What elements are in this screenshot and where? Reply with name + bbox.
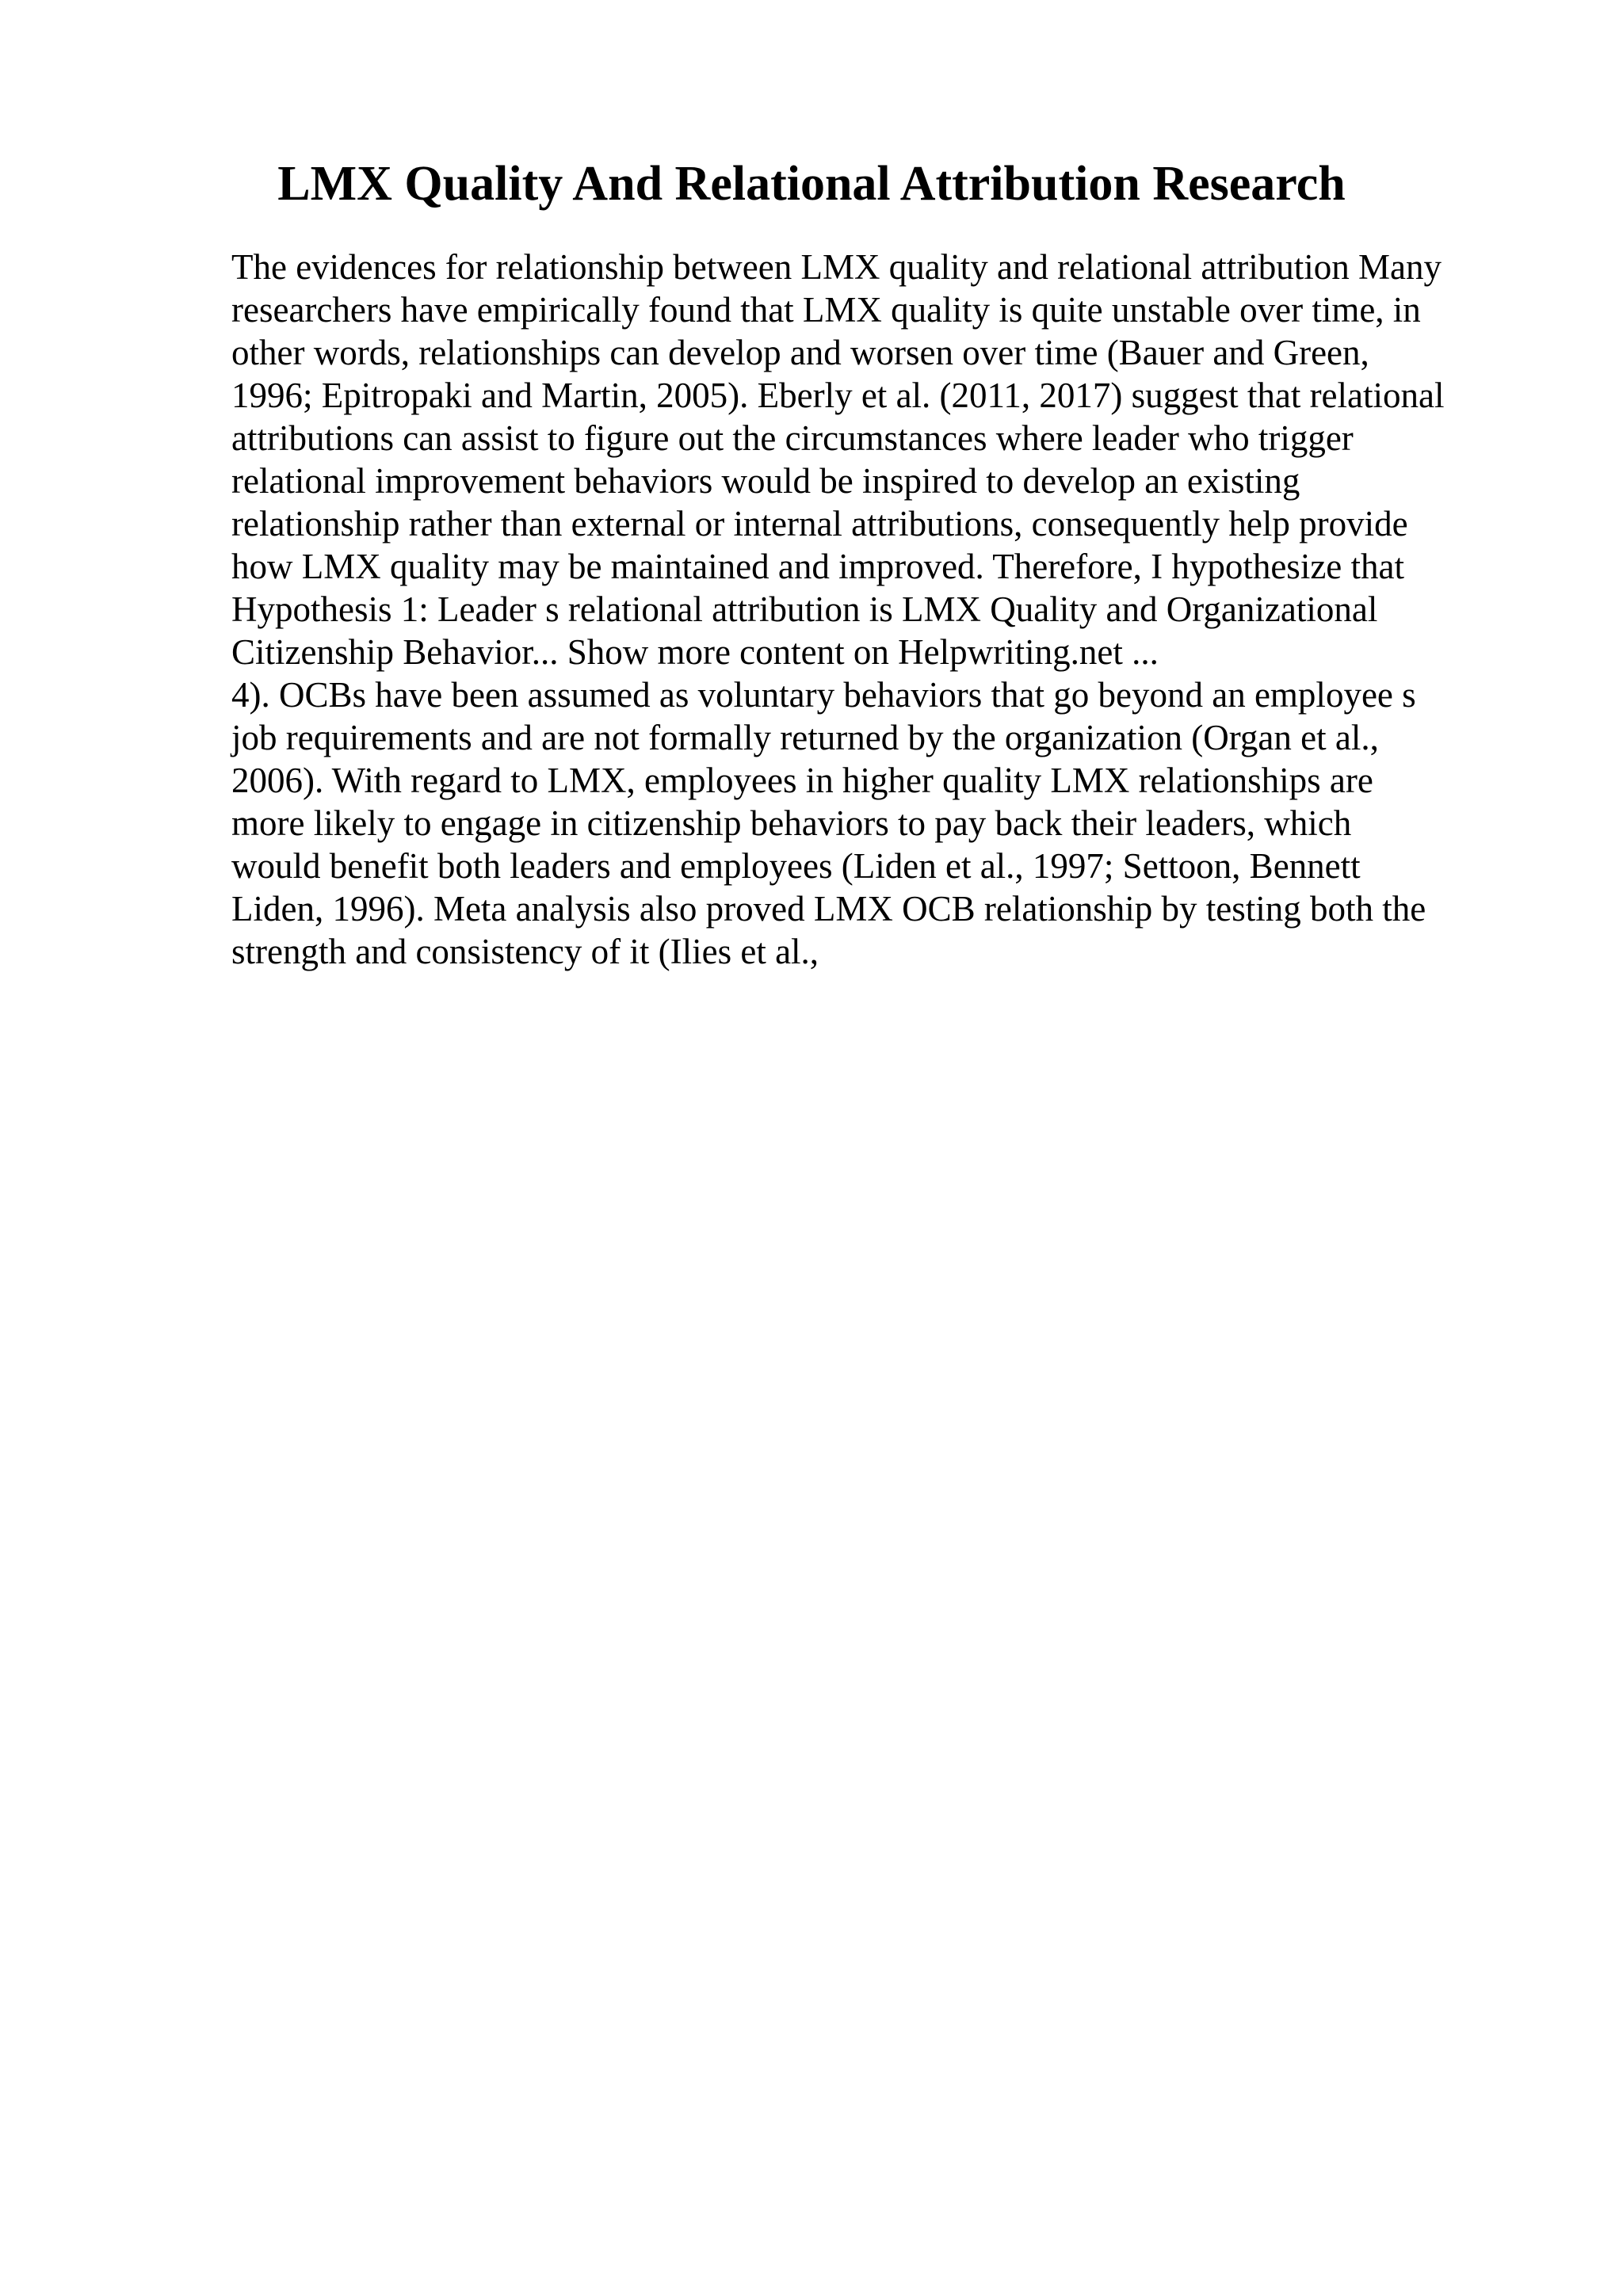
text-line: how LMX quality may be maintained and improved. Therefore, I hypothesize that <box>231 547 1404 586</box>
text-line: Citizenship Behavior... Show more content on Helpwriting.net ... <box>231 632 1159 672</box>
text-line: attributions can assist to figure out the circumstances where leader who trigger <box>231 418 1354 458</box>
text-line: 1996; Epitropaki and Martin, 2005). Eberly et al. (2011, 2017) suggest that relational <box>231 376 1445 415</box>
text-line: other words, relationships can develop and worsen over time (Bauer and Green, <box>231 333 1369 372</box>
text-line: more likely to engage in citizenship behaviors to pay back their leaders, which <box>231 803 1352 843</box>
text-line: strength and consistency of it (Ilies et al., <box>231 932 819 971</box>
text-line: 4). OCBs have been assumed as voluntary behaviors that go beyond an employee s <box>231 675 1416 715</box>
text-line: researchers have empirically found that LMX quality is quite unstable over time, in <box>231 290 1421 330</box>
text-line: relational improvement behaviors would be inspired to develop an existing <box>231 461 1300 501</box>
text-line: job requirements and are not formally returned by the organization (Organ et al., <box>231 718 1379 757</box>
text-line: Hypothesis 1: Leader s relational attribution is LMX Quality and Organizational <box>231 589 1378 629</box>
text-line: 2006). With regard to LMX, employees in higher quality LMX relationships are <box>231 761 1373 800</box>
text-line: relationship rather than external or internal attributions, consequently help provide <box>231 504 1408 543</box>
document-title: LMX Quality And Relational Attribution Research <box>277 157 1346 211</box>
text-line: would benefit both leaders and employees (Liden et al., 1997; Settoon, Bennett <box>231 846 1361 886</box>
text-line: Liden, 1996). Meta analysis also proved LMX OCB relationship by testing both the <box>231 889 1426 929</box>
text-line: The evidences for relationship between LMX quality and relational attribution Many <box>231 247 1442 287</box>
document-body <box>231 246 1547 973</box>
